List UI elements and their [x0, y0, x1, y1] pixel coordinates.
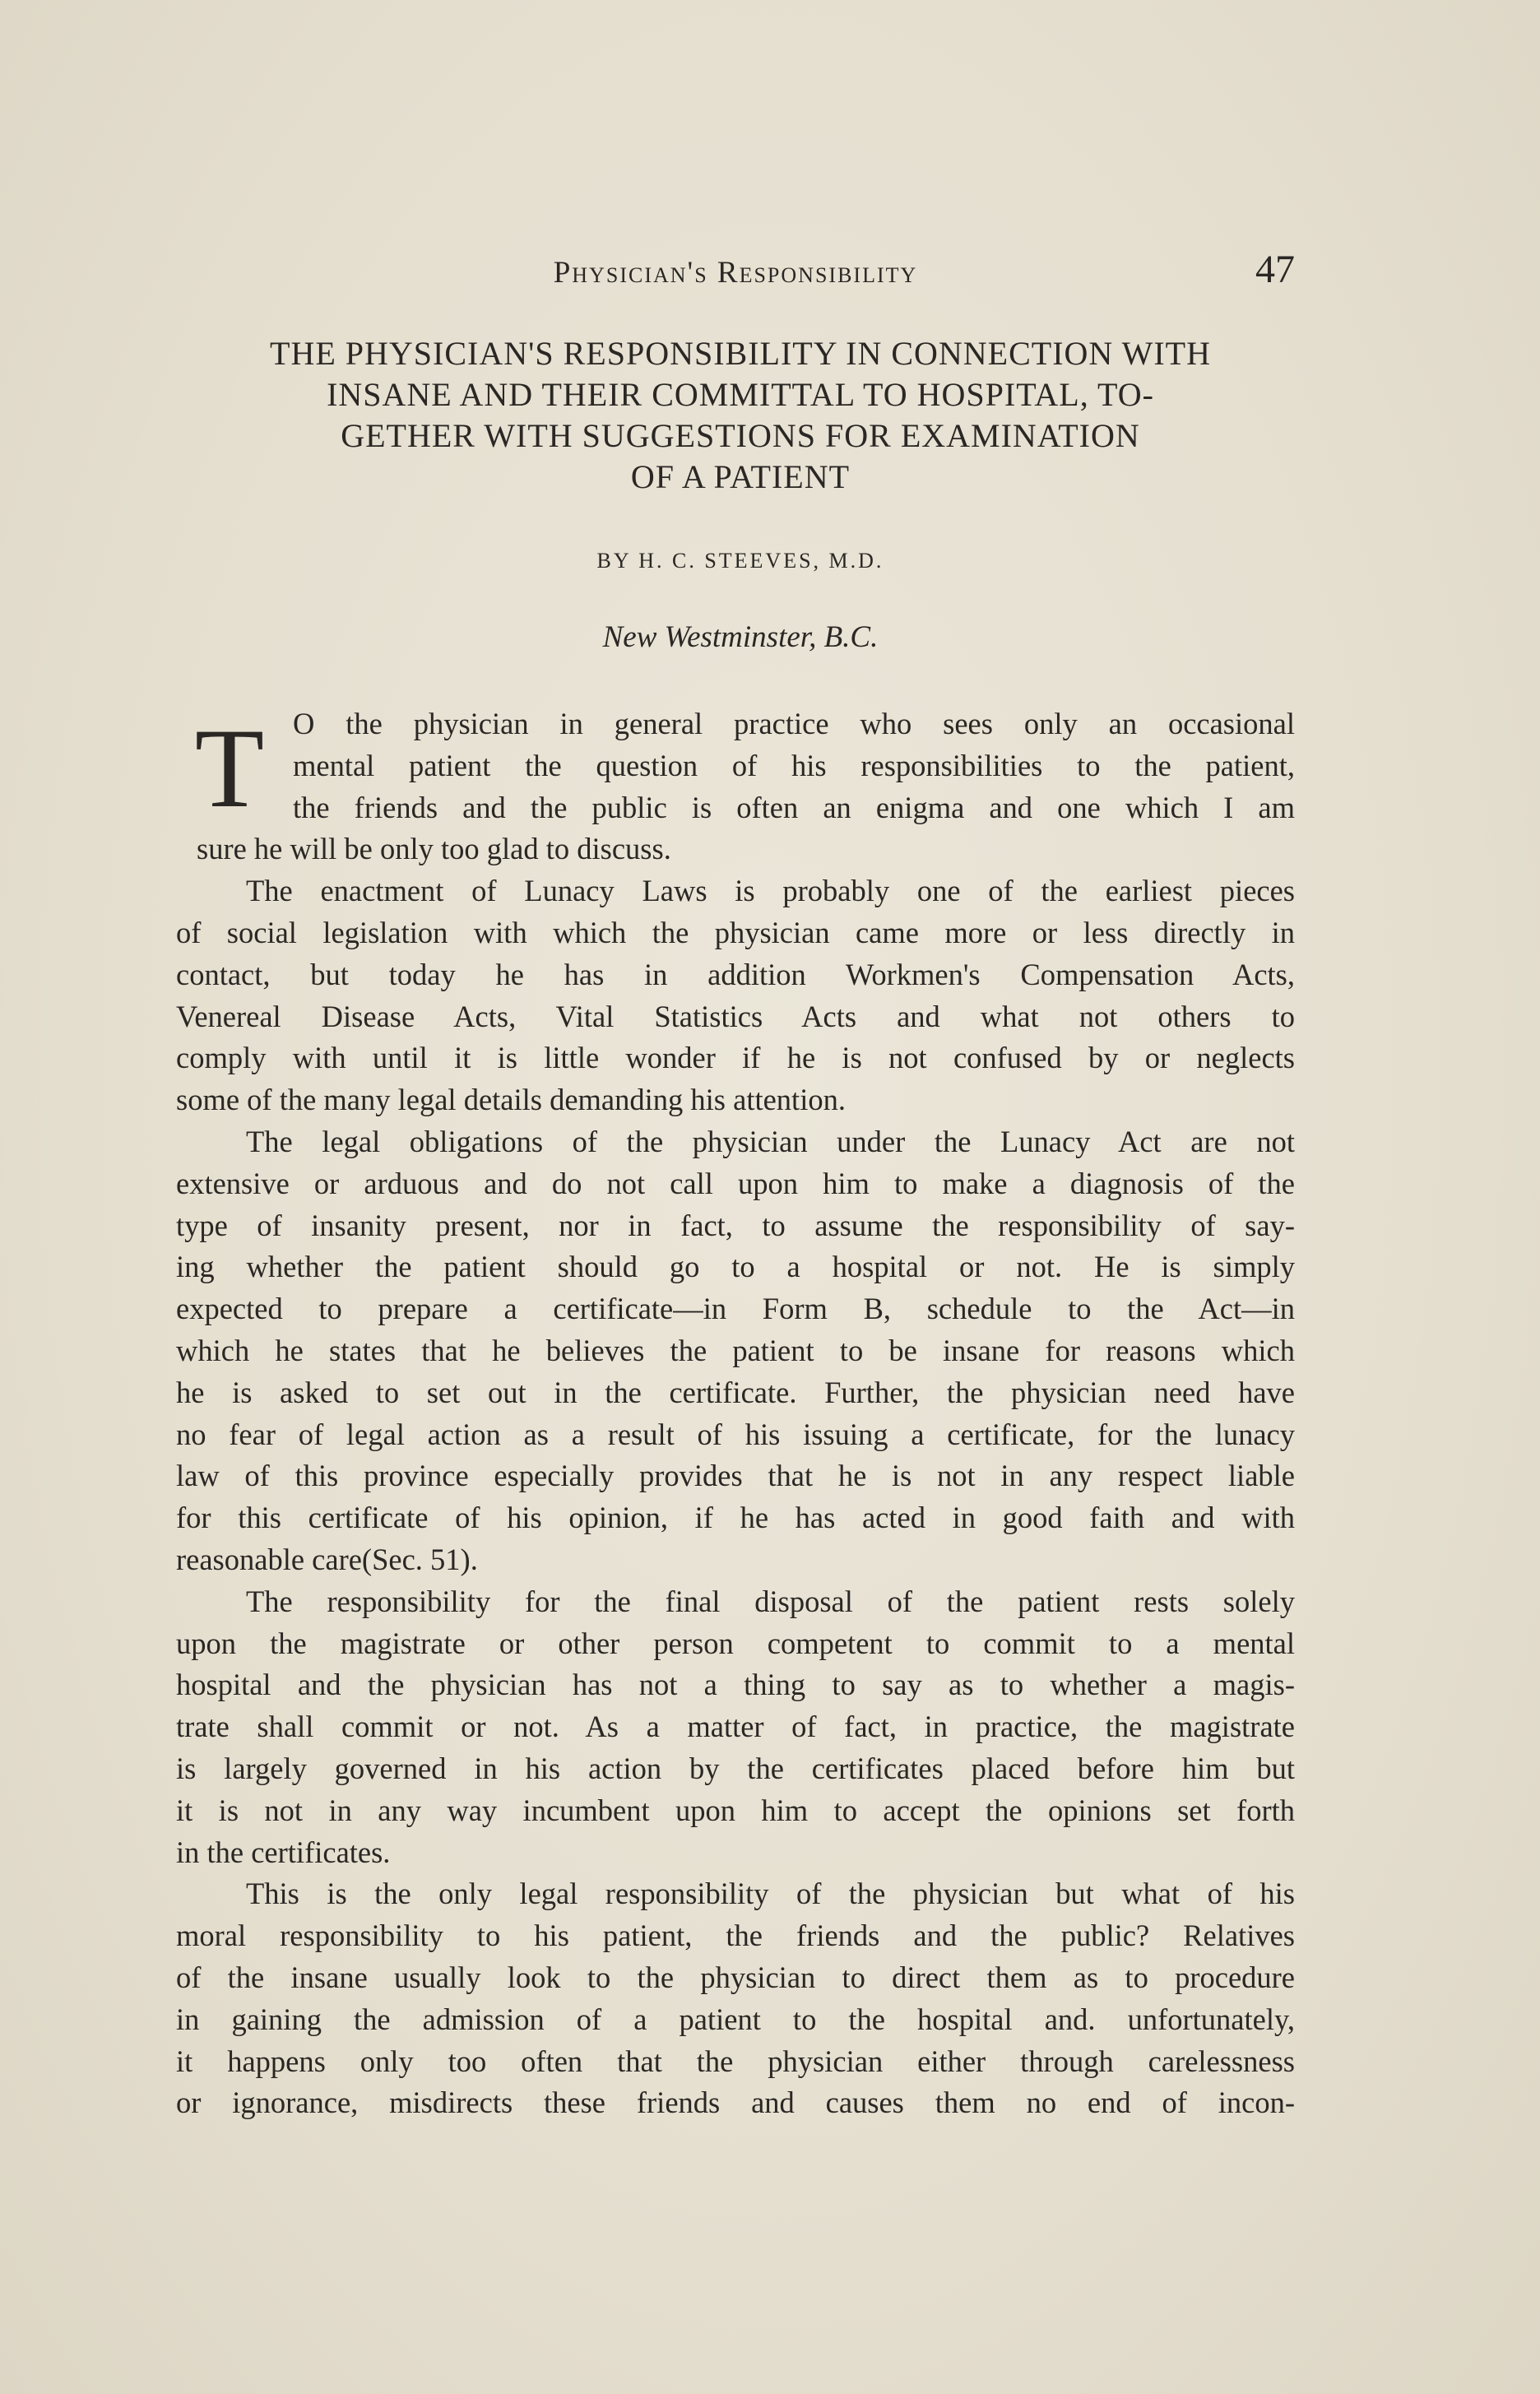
body-line: The legal obligations of the physician under the Lunacy Act are not: [246, 1124, 1295, 1158]
article-title: [165, 333, 1316, 498]
body-line: for this certificate of his opinion, if he has acted in good faith and with: [176, 1501, 1295, 1535]
body-line: the friends and the public is often an enigma and one which I am: [293, 790, 1295, 824]
title-line: THE PHYSICIAN'S RESPONSIBILITY IN CONNECTION WITH: [270, 335, 1211, 372]
body-line: in gaining the admission of a patient to the hospital and. unfortunately,: [176, 2002, 1295, 2036]
body-line: contact, but today he has in addition Workmen's Compensation Acts,: [176, 957, 1295, 991]
body-line: comply with until it is little wonder if he is not confused by or neglects: [176, 1041, 1295, 1075]
body-line: no fear of legal action as a result of his issuing a certificate, for the lunacy: [176, 1417, 1295, 1451]
title-line: OF A PATIENT: [630, 458, 851, 495]
body-line: he is asked to set out in the certificate. Further, the physician need have: [176, 1375, 1295, 1409]
body-line: in the certificates.: [176, 1835, 391, 1869]
body-line: or ignorance, misdirects these friends and causes them no end of incon-: [176, 2085, 1295, 2120]
body-line: O the physician in general practice who sees only an occasional: [293, 707, 1295, 740]
body-line: The responsibility for the final disposal of the patient rests solely: [246, 1584, 1295, 1618]
body-line: it happens only too often that the physician either through carelessness: [176, 2044, 1295, 2078]
body-line: reasonable care(Sec. 51).: [176, 1542, 478, 1576]
body-line: of the insane usually look to the physician to direct them as to procedure: [176, 1960, 1295, 1994]
body-line: which he states that he believes the patient to be insane for reasons which: [176, 1333, 1295, 1367]
body-line: law of this province especially provides that he is not in any respect liable: [176, 1459, 1295, 1493]
location: New Westminster, B.C.: [602, 620, 879, 654]
body-line: ing whether the patient should go to a hospital or not. He is simply: [176, 1250, 1295, 1284]
running-title: Physician's Responsibility: [553, 256, 918, 290]
body-line: extensive or arduous and do not call upon him to make a diagnosis of the: [176, 1166, 1295, 1200]
body-line: mental patient the question of his responsibilities to the patient,: [293, 748, 1295, 782]
body-line: expected to prepare a certificate—in Form B, schedule to the Act—in: [176, 1292, 1295, 1326]
drop-cap: T: [194, 705, 265, 831]
page-number: 47: [1255, 248, 1295, 291]
running-head: [176, 247, 1295, 296]
body-line: type of insanity present, nor in fact, to assume the responsibility of say-: [176, 1208, 1295, 1242]
body-line: of social legislation with which the physician came more or less directly in: [176, 915, 1295, 949]
body-line: This is the only legal responsibility of the physician but what of his: [246, 1877, 1295, 1911]
body-line: is largely governed in his action by the certificates placed before him but: [176, 1751, 1295, 1785]
title-line: GETHER WITH SUGGESTIONS FOR EXAMINATION: [341, 417, 1140, 454]
title-line: INSANE AND THEIR COMMITTAL TO HOSPITAL, TO-: [327, 376, 1154, 413]
body-line: trate shall commit or not. As a matter of fact, in practice, the magistrate: [176, 1710, 1295, 1744]
body-line: moral responsibility to his patient, the friends and the public? Relatives: [176, 1918, 1295, 1953]
body-line: it is not in any way incumbent upon him to accept the opinions set forth: [176, 1793, 1295, 1827]
article-body: [176, 703, 1295, 2124]
body-line: some of the many legal details demanding his attention.: [176, 1083, 846, 1117]
body-line: sure he will be only too glad to discuss.: [197, 832, 671, 866]
body-line: upon the magistrate or other person competent to commit to a mental: [176, 1626, 1295, 1660]
body-line: hospital and the physician has not a thing to say as to whether a magis-: [176, 1668, 1295, 1702]
body-line: The enactment of Lunacy Laws is probably one of the earliest pieces: [246, 874, 1295, 908]
body-line: Venereal Disease Acts, Vital Statistics Acts and what not others to: [176, 999, 1295, 1033]
byline: BY H. C. STEEVES, M.D.: [596, 549, 884, 573]
